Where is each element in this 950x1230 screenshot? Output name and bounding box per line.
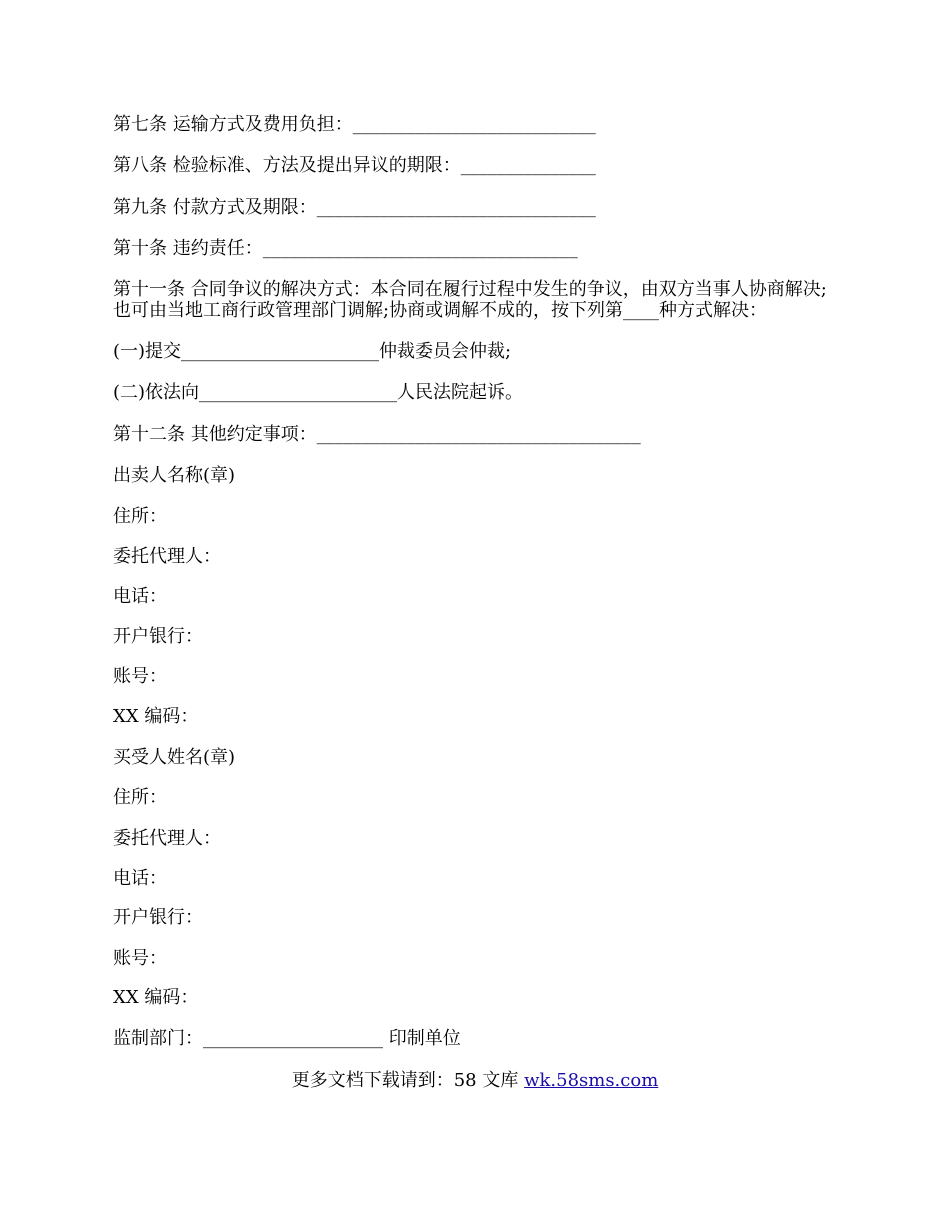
seller-code: XX 编码： bbox=[113, 706, 199, 727]
buyer-bank: 开户银行： bbox=[113, 907, 203, 928]
buyer-phone: 电话： bbox=[113, 868, 167, 889]
dispute-option-2: (二)依法向______________________人民法院起诉。 bbox=[113, 382, 524, 403]
seller-address: 住所： bbox=[113, 506, 167, 527]
seller-agent: 委托代理人： bbox=[113, 546, 221, 567]
article-11: 第十一条 合同争议的解决方式：本合同在履行过程中发生的争议，由双方当事人协商解决;也可由当地工商行政管理部门调解;协商或调解不成的，按下列第____种方式解决： bbox=[113, 279, 827, 321]
article-7: 第七条 运输方式及费用负担：___________________________ bbox=[113, 114, 596, 135]
supervision-line: 监制部门：____________________ 印制单位 bbox=[113, 1028, 461, 1049]
site-link[interactable]: wk.58sms.com bbox=[524, 1070, 659, 1091]
article-9: 第九条 付款方式及期限：_______________________________ bbox=[113, 197, 596, 218]
buyer-account: 账号： bbox=[113, 948, 167, 969]
buyer-code: XX 编码： bbox=[113, 987, 199, 1008]
seller-bank: 开户银行： bbox=[113, 626, 203, 647]
buyer-address: 住所： bbox=[113, 787, 167, 808]
seller-name: 出卖人名称(章) bbox=[113, 465, 236, 486]
seller-phone: 电话： bbox=[113, 586, 167, 607]
article-8: 第八条 检验标准、方法及提出异议的期限：_______________ bbox=[113, 155, 596, 176]
article-12: 第十二条 其他约定事项：____________________________________ bbox=[113, 424, 641, 445]
buyer-agent: 委托代理人： bbox=[113, 828, 221, 849]
footer-text: 更多文档下载请到：58 文库 bbox=[291, 1070, 525, 1091]
download-footer bbox=[0, 1070, 950, 1092]
article-10: 第十条 违约责任：___________________________________ bbox=[113, 238, 578, 259]
dispute-option-1: (一)提交______________________仲裁委员会仲裁; bbox=[113, 341, 512, 362]
buyer-name: 买受人姓名(章) bbox=[113, 747, 236, 768]
seller-account: 账号： bbox=[113, 666, 167, 687]
